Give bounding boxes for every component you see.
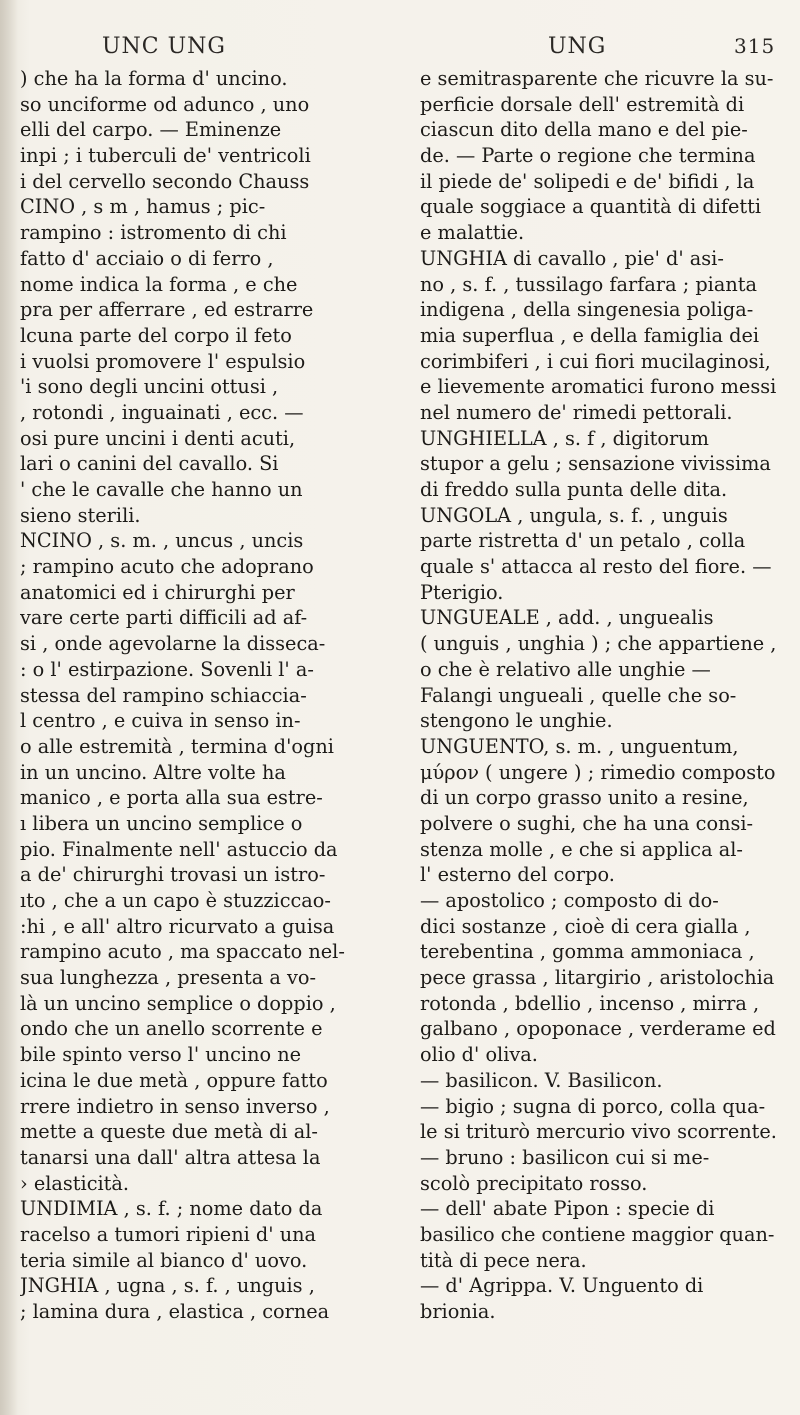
text-line: scolò precipitato rosso. xyxy=(420,1171,648,1195)
text-line: pio. Finalmente nell' astuccio da xyxy=(20,837,338,861)
text-line: l' esterno del corpo. xyxy=(420,863,615,887)
text-line: Falangi ungueali , quelle che so- xyxy=(420,683,737,707)
text-line: rotonda , bdellio , incenso , mirra , xyxy=(420,991,760,1015)
text-line: JNGHIA , ugna , s. f. , unguis , xyxy=(20,1274,315,1298)
text-line: o che è relativo alle unghie — xyxy=(420,657,711,681)
text-line: CINO , s m , hamus ; pic- xyxy=(20,195,266,219)
text-line: so unciforme od adunco , uno xyxy=(20,92,310,116)
text-line: › elasticità. xyxy=(20,1171,130,1195)
text-line: indigena , della singenesia poliga- xyxy=(420,298,754,322)
text-line: di freddo sulla punta delle dita. xyxy=(420,478,728,501)
text-line: osi pure uncini i denti acuti, xyxy=(20,426,296,450)
text-line: ; lamina dura , elastica , cornea xyxy=(20,1300,330,1323)
text-line: corimbiferi , i cui fiori mucilaginosi, xyxy=(420,349,771,373)
text-line: e malattie. xyxy=(420,221,525,245)
text-line: UNGUEALE , add. , unguealis xyxy=(420,606,714,630)
text-line: sieno sterili. xyxy=(20,503,141,527)
text-line: e semitrasparente che ricuvre la su- xyxy=(420,67,774,90)
text-line: — basilicon. V. Basilicon. xyxy=(420,1068,663,1092)
text-line: terebentina , gomma ammoniaca , xyxy=(420,940,755,964)
text-line: teria simile al bianco d' uovo. xyxy=(20,1248,308,1272)
text-line: là un uncino semplice o doppio , xyxy=(20,991,336,1015)
text-line: NCINO , s. m. , uncus , uncis xyxy=(20,529,304,553)
text-line: rrere indietro in senso inverso , xyxy=(20,1094,330,1118)
text-line: ; rampino acuto che adoprano xyxy=(20,555,314,579)
text-line: olio d' oliva. xyxy=(420,1043,538,1067)
text-line: di un corpo grasso unito a resine, xyxy=(420,786,749,810)
text-line: stupor a gelu ; sensazione vivissima xyxy=(420,452,771,476)
text-line: galbano , opoponace , verderame ed xyxy=(420,1017,776,1041)
text-line: lcuna parte del corpo il feto xyxy=(20,323,292,347)
text-line: — bigio ; sugna di porco, colla qua- xyxy=(420,1094,766,1118)
text-line: o alle estremità , termina d'ogni xyxy=(20,734,334,758)
text-line: :hi , e all' altro ricurvato a guisa xyxy=(20,914,335,938)
text-line: anatomici ed i chirurghi per xyxy=(20,580,295,604)
text-line: racelso a tumori ripieni d' una xyxy=(20,1222,317,1246)
text-line: parte ristretta d' un petalo , colla xyxy=(420,529,746,553)
text-line: manico , e porta alla sua estre- xyxy=(20,786,323,810)
spine-shadow xyxy=(0,0,18,1415)
text-line: UNDIMIA , s. f. ; nome dato da xyxy=(20,1197,323,1221)
text-line: — bruno : basilicon cui si me- xyxy=(420,1145,710,1169)
text-line: a de' chirurghi trovasi un istro- xyxy=(20,863,326,887)
text-line: icina le due metà , oppure fatto xyxy=(20,1068,328,1092)
text-line: tanarsi una dall' altra attesa la xyxy=(20,1145,321,1169)
text-line: no , s. f. , tussilago farfara ; pianta xyxy=(420,272,758,296)
text-line: ciascun dito della mano e del pie- xyxy=(420,118,748,142)
page-number: 315 xyxy=(734,34,776,58)
text-line: vare certe parti difficili ad af- xyxy=(20,606,308,630)
text-line: l centro , e cuiva in senso in- xyxy=(20,709,301,733)
text-line: mette a queste due metà di al- xyxy=(20,1120,318,1144)
text-line: i vuolsi promovere l' espulsio xyxy=(20,349,306,373)
text-line: quale soggiace a quantità di difetti xyxy=(420,195,762,219)
text-line: elli del carpo. — Eminenze xyxy=(20,118,282,142)
text-line: — d' Agrippa. V. Unguento di xyxy=(420,1274,704,1298)
text-line: sua lunghezza , presenta a vo- xyxy=(20,966,317,990)
text-line: ' che le cavalle che hanno un xyxy=(20,478,303,501)
text-line: il piede de' solipedi e de' bifidi , la xyxy=(420,169,755,193)
text-line: mia superflua , e della famiglia dei xyxy=(420,323,760,347)
text-line: si , onde agevolarne la dissecа- xyxy=(20,632,326,656)
text-line: stessa del rampino schiaccia- xyxy=(20,683,307,707)
text-line: 'i sono degli uncini ottusi , xyxy=(20,375,279,399)
text-line: UNGOLA , ungula, s. f. , unguis xyxy=(420,503,728,527)
text-line: ıto , che a un capo è stuzziccao- xyxy=(20,889,331,912)
text-line: Pterigio. xyxy=(420,580,504,604)
text-line: ı libera un uncino semplice o xyxy=(20,811,303,835)
text-line: de. — Parte o regione che termina xyxy=(420,144,756,168)
text-line: , rotondi , inguainati , ecc. — xyxy=(20,400,304,424)
text-line: tità di pece nera. xyxy=(420,1248,587,1272)
text-line: e lievemente aromatici furono messi xyxy=(420,375,777,399)
text-line: in un uncino. Altre volte ha xyxy=(20,760,286,784)
text-line: ) che ha la forma d' uncino. xyxy=(20,67,288,90)
text-line: stengono le unghie. xyxy=(420,709,613,733)
text-line: dici sostanze , cioè di cera gialla , xyxy=(420,914,751,938)
text-line: quale s' attacca al resto del fiore. — xyxy=(420,555,772,579)
text-line: : o l' estirpazione. Sovenli l' a- xyxy=(20,657,314,681)
text-line: ( unguis , unghia ) ; che appartiene , xyxy=(420,632,777,656)
text-line: lari o canini del cavallo. Si xyxy=(20,452,279,476)
text-line: bile spinto verso l' uncino ne xyxy=(20,1043,302,1067)
right-column xyxy=(420,66,782,1325)
text-line: — apostolico ; composto di do- xyxy=(420,889,719,912)
text-line: rampino acuto , ma spaccato nel- xyxy=(20,940,345,964)
text-line: μύρον ( ungere ) ; rimedio composto xyxy=(420,760,776,784)
text-line: pece grassa , litargirio , aristolochia xyxy=(420,966,775,990)
text-line: le si triturò mercurio vivo scorrente. xyxy=(420,1120,777,1144)
text-line: UNGHIELLA , s. f , digitorum xyxy=(420,426,709,450)
text-line: rampino : istromento di chi xyxy=(20,221,287,245)
text-line: nel numero de' rimedi pettorali. xyxy=(420,400,733,424)
text-line: ondo che un anello scorrente e xyxy=(20,1017,323,1041)
text-line: perficie dorsale dell' estremità di xyxy=(420,92,745,116)
text-line: polvere o sughi, che ha una consi- xyxy=(420,811,754,835)
text-line: stenza molle , e che si applica al- xyxy=(420,837,743,861)
left-column xyxy=(20,66,405,1325)
text-line: — dell' abate Pipon : specie di xyxy=(420,1197,715,1221)
text-line: nome indica la forma , e che xyxy=(20,272,298,296)
text-line: fatto d' acciaio o di ferro , xyxy=(20,246,274,270)
text-line: pra per afferrare , ed estrarre xyxy=(20,298,314,322)
text-line: basilico che contiene maggior quan- xyxy=(420,1222,775,1246)
running-head-left: UNC UNG xyxy=(102,34,226,59)
text-line: UNGHIA di cavallo , pie' d' asi- xyxy=(420,246,724,270)
text-line: inpi ; i tuberculi de' ventricoli xyxy=(20,144,311,168)
text-line: UNGUENTO, s. m. , unguentum, xyxy=(420,734,739,758)
text-line: brionia. xyxy=(420,1300,496,1323)
text-line: i del cervello secondo Chauss xyxy=(20,169,310,193)
running-head-right: UNG xyxy=(548,34,607,59)
